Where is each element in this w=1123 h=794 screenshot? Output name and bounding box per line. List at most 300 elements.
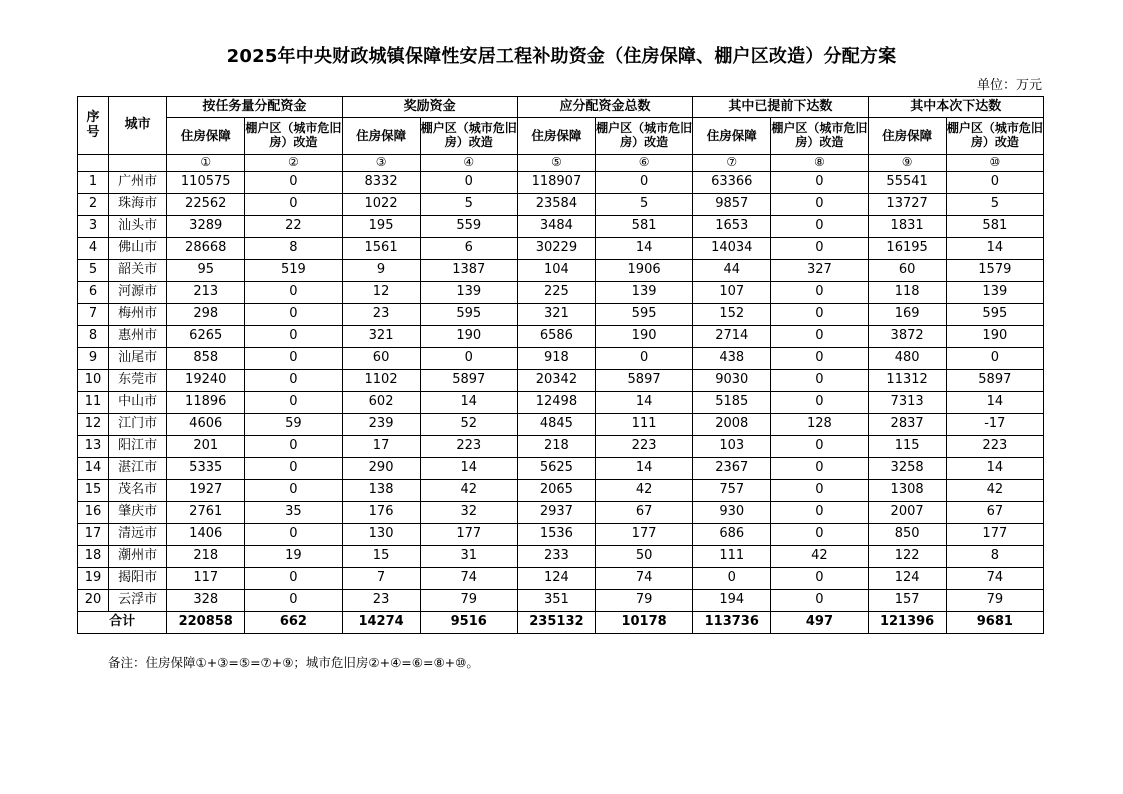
- table-row: [78, 458, 1044, 480]
- value-cell: 22: [245, 216, 342, 238]
- value-cell: 6586: [517, 326, 595, 348]
- row-number: 6: [78, 282, 109, 304]
- value-cell: 298: [167, 304, 245, 326]
- value-cell: 5: [595, 194, 692, 216]
- circled-index: ③: [342, 155, 420, 172]
- value-cell: 438: [693, 348, 771, 370]
- value-cell: 13727: [868, 194, 946, 216]
- value-cell: 139: [420, 282, 517, 304]
- value-cell: 194: [693, 590, 771, 612]
- table-row: [78, 524, 1044, 546]
- value-cell: 20342: [517, 370, 595, 392]
- table-body: [78, 172, 1044, 612]
- value-cell: 35: [245, 502, 342, 524]
- row-number: 11: [78, 392, 109, 414]
- value-cell: 0: [771, 436, 868, 458]
- city-name: 广州市: [109, 172, 167, 194]
- value-cell: 0: [245, 590, 342, 612]
- table-row: [78, 348, 1044, 370]
- value-cell: 67: [946, 502, 1043, 524]
- value-cell: 0: [245, 524, 342, 546]
- value-cell: 4845: [517, 414, 595, 436]
- value-cell: 50: [595, 546, 692, 568]
- value-cell: 2367: [693, 458, 771, 480]
- value-cell: 124: [868, 568, 946, 590]
- value-cell: 1561: [342, 238, 420, 260]
- value-cell: 930: [693, 502, 771, 524]
- value-cell: 2008: [693, 414, 771, 436]
- value-cell: 1579: [946, 260, 1043, 282]
- row-number: 12: [78, 414, 109, 436]
- value-cell: 118: [868, 282, 946, 304]
- total-cell: 121396: [868, 612, 946, 634]
- table-row: [78, 590, 1044, 612]
- header-sub-housing: 住房保障: [868, 118, 946, 155]
- value-cell: 0: [245, 304, 342, 326]
- total-cell: 113736: [693, 612, 771, 634]
- row-number: 9: [78, 348, 109, 370]
- value-cell: 225: [517, 282, 595, 304]
- city-name: 梅州市: [109, 304, 167, 326]
- value-cell: 111: [693, 546, 771, 568]
- table-row: [78, 282, 1044, 304]
- city-name: 韶关市: [109, 260, 167, 282]
- city-name: 清远市: [109, 524, 167, 546]
- table-row: [78, 370, 1044, 392]
- value-cell: 11312: [868, 370, 946, 392]
- value-cell: 918: [517, 348, 595, 370]
- value-cell: 8332: [342, 172, 420, 194]
- table-row: [78, 502, 1044, 524]
- header-seq: [78, 97, 109, 155]
- value-cell: 30229: [517, 238, 595, 260]
- table-row: [78, 304, 1044, 326]
- value-cell: 52: [420, 414, 517, 436]
- header-group-total-due: 应分配资金总数: [517, 97, 692, 118]
- empty-cell: [109, 155, 167, 172]
- value-cell: 139: [946, 282, 1043, 304]
- city-name: 珠海市: [109, 194, 167, 216]
- total-cell: 662: [245, 612, 342, 634]
- value-cell: 0: [771, 392, 868, 414]
- value-cell: 3258: [868, 458, 946, 480]
- value-cell: 177: [946, 524, 1043, 546]
- value-cell: 0: [946, 348, 1043, 370]
- header-group-task: 按任务量分配资金: [167, 97, 342, 118]
- value-cell: 1102: [342, 370, 420, 392]
- value-cell: 14: [420, 392, 517, 414]
- value-cell: 79: [946, 590, 1043, 612]
- city-name: 汕尾市: [109, 348, 167, 370]
- value-cell: 223: [595, 436, 692, 458]
- value-cell: 177: [420, 524, 517, 546]
- value-cell: 201: [167, 436, 245, 458]
- value-cell: 157: [868, 590, 946, 612]
- city-name: 茂名市: [109, 480, 167, 502]
- value-cell: 5: [420, 194, 517, 216]
- total-cell: 9516: [420, 612, 517, 634]
- value-cell: 480: [868, 348, 946, 370]
- value-cell: 0: [771, 194, 868, 216]
- header-sub-shanty: 棚户区（城市危旧房）改造: [771, 118, 868, 155]
- value-cell: 581: [946, 216, 1043, 238]
- table-row: [78, 260, 1044, 282]
- value-cell: 9030: [693, 370, 771, 392]
- value-cell: -17: [946, 414, 1043, 436]
- value-cell: 0: [245, 480, 342, 502]
- circled-index: ⑥: [595, 155, 692, 172]
- value-cell: 14: [946, 458, 1043, 480]
- value-cell: 0: [245, 568, 342, 590]
- circled-index: ①: [167, 155, 245, 172]
- row-number: 16: [78, 502, 109, 524]
- value-cell: 14: [595, 458, 692, 480]
- value-cell: 42: [946, 480, 1043, 502]
- row-number: 20: [78, 590, 109, 612]
- value-cell: 290: [342, 458, 420, 480]
- value-cell: 1927: [167, 480, 245, 502]
- allocation-table: [77, 96, 1044, 634]
- value-cell: 67: [595, 502, 692, 524]
- value-cell: 351: [517, 590, 595, 612]
- value-cell: 2937: [517, 502, 595, 524]
- value-cell: 17: [342, 436, 420, 458]
- value-cell: 177: [595, 524, 692, 546]
- value-cell: 16195: [868, 238, 946, 260]
- total-cell: 497: [771, 612, 868, 634]
- page-title: 2025年中央财政城镇保障性安居工程补助资金（住房保障、棚户区改造）分配方案: [226, 46, 897, 67]
- value-cell: 107: [693, 282, 771, 304]
- value-cell: 757: [693, 480, 771, 502]
- table-row: [78, 194, 1044, 216]
- value-cell: 5897: [595, 370, 692, 392]
- city-name: 揭阳市: [109, 568, 167, 590]
- value-cell: 103: [693, 436, 771, 458]
- value-cell: 581: [595, 216, 692, 238]
- value-cell: 327: [771, 260, 868, 282]
- value-cell: 2065: [517, 480, 595, 502]
- header-city: 城市: [109, 97, 167, 155]
- value-cell: 0: [245, 282, 342, 304]
- value-cell: 14034: [693, 238, 771, 260]
- value-cell: 138: [342, 480, 420, 502]
- value-cell: 7: [342, 568, 420, 590]
- value-cell: 14: [420, 458, 517, 480]
- header-group-current: 其中本次下达数: [868, 97, 1043, 118]
- row-number: 14: [78, 458, 109, 480]
- total-cell: 235132: [517, 612, 595, 634]
- value-cell: 0: [771, 590, 868, 612]
- value-cell: 22562: [167, 194, 245, 216]
- value-cell: 0: [771, 502, 868, 524]
- city-name: 汕头市: [109, 216, 167, 238]
- value-cell: 110575: [167, 172, 245, 194]
- row-number: 17: [78, 524, 109, 546]
- value-cell: 6: [420, 238, 517, 260]
- total-label: 合计: [78, 612, 167, 634]
- value-cell: 15: [342, 546, 420, 568]
- table-row: [78, 392, 1044, 414]
- total-cell: 10178: [595, 612, 692, 634]
- value-cell: 79: [595, 590, 692, 612]
- row-number: 2: [78, 194, 109, 216]
- row-number: 5: [78, 260, 109, 282]
- row-number: 15: [78, 480, 109, 502]
- value-cell: 1406: [167, 524, 245, 546]
- value-cell: 5625: [517, 458, 595, 480]
- header-sub-shanty: 棚户区（城市危旧房）改造: [946, 118, 1043, 155]
- value-cell: 130: [342, 524, 420, 546]
- value-cell: 0: [771, 216, 868, 238]
- value-cell: 0: [771, 524, 868, 546]
- value-cell: 74: [595, 568, 692, 590]
- value-cell: 8: [946, 546, 1043, 568]
- circled-index: ⑩: [946, 155, 1043, 172]
- table-row: [78, 568, 1044, 590]
- city-name: 河源市: [109, 282, 167, 304]
- value-cell: 2714: [693, 326, 771, 348]
- city-name: 潮州市: [109, 546, 167, 568]
- value-cell: 95: [167, 260, 245, 282]
- value-cell: 0: [771, 238, 868, 260]
- value-cell: 0: [245, 370, 342, 392]
- value-cell: 1308: [868, 480, 946, 502]
- value-cell: 19240: [167, 370, 245, 392]
- row-number: 4: [78, 238, 109, 260]
- footnote: 备注：住房保障①+③=⑤=⑦+⑨；城市危旧房②+④=⑥=⑧+⑩。: [108, 655, 479, 670]
- city-name: 肇庆市: [109, 502, 167, 524]
- value-cell: 1536: [517, 524, 595, 546]
- value-cell: 60: [342, 348, 420, 370]
- value-cell: 117: [167, 568, 245, 590]
- header-group-reward: 奖励资金: [342, 97, 517, 118]
- value-cell: 7313: [868, 392, 946, 414]
- value-cell: 559: [420, 216, 517, 238]
- row-number: 13: [78, 436, 109, 458]
- city-name: 阳江市: [109, 436, 167, 458]
- value-cell: 858: [167, 348, 245, 370]
- table-row: [78, 546, 1044, 568]
- value-cell: 218: [167, 546, 245, 568]
- total-cell: 14274: [342, 612, 420, 634]
- table-row: [78, 172, 1044, 194]
- value-cell: 115: [868, 436, 946, 458]
- value-cell: 0: [245, 436, 342, 458]
- city-name: 东莞市: [109, 370, 167, 392]
- city-name: 佛山市: [109, 238, 167, 260]
- value-cell: 5: [946, 194, 1043, 216]
- circled-index: ②: [245, 155, 342, 172]
- city-name: 中山市: [109, 392, 167, 414]
- total-cell: 220858: [167, 612, 245, 634]
- value-cell: 0: [245, 458, 342, 480]
- value-cell: 328: [167, 590, 245, 612]
- value-cell: 0: [245, 194, 342, 216]
- value-cell: 104: [517, 260, 595, 282]
- value-cell: 3289: [167, 216, 245, 238]
- value-cell: 5897: [946, 370, 1043, 392]
- row-number: 7: [78, 304, 109, 326]
- value-cell: 74: [946, 568, 1043, 590]
- value-cell: 3872: [868, 326, 946, 348]
- value-cell: 1022: [342, 194, 420, 216]
- value-cell: 122: [868, 546, 946, 568]
- value-cell: 0: [595, 172, 692, 194]
- value-cell: 0: [771, 348, 868, 370]
- value-cell: 0: [245, 326, 342, 348]
- value-cell: 12: [342, 282, 420, 304]
- value-cell: 3484: [517, 216, 595, 238]
- value-cell: 0: [245, 392, 342, 414]
- value-cell: 4606: [167, 414, 245, 436]
- value-cell: 0: [771, 370, 868, 392]
- circled-index-row: [78, 155, 1044, 172]
- value-cell: 14: [595, 238, 692, 260]
- value-cell: 139: [595, 282, 692, 304]
- value-cell: 850: [868, 524, 946, 546]
- value-cell: 42: [595, 480, 692, 502]
- value-cell: 152: [693, 304, 771, 326]
- value-cell: 0: [595, 348, 692, 370]
- value-cell: 5185: [693, 392, 771, 414]
- header-seq-label: 序号: [86, 109, 100, 140]
- value-cell: 42: [420, 480, 517, 502]
- header-sub-shanty: 棚户区（城市危旧房）改造: [245, 118, 342, 155]
- value-cell: 55541: [868, 172, 946, 194]
- value-cell: 169: [868, 304, 946, 326]
- value-cell: 59: [245, 414, 342, 436]
- value-cell: 595: [595, 304, 692, 326]
- value-cell: 190: [595, 326, 692, 348]
- value-cell: 0: [771, 326, 868, 348]
- row-number: 8: [78, 326, 109, 348]
- value-cell: 0: [771, 172, 868, 194]
- value-cell: 0: [420, 172, 517, 194]
- value-cell: 19: [245, 546, 342, 568]
- table-row: [78, 480, 1044, 502]
- value-cell: 223: [420, 436, 517, 458]
- value-cell: 14: [946, 238, 1043, 260]
- value-cell: 11896: [167, 392, 245, 414]
- header-sub-housing: 住房保障: [167, 118, 245, 155]
- value-cell: 239: [342, 414, 420, 436]
- value-cell: 28668: [167, 238, 245, 260]
- value-cell: 44: [693, 260, 771, 282]
- value-cell: 5335: [167, 458, 245, 480]
- value-cell: 9: [342, 260, 420, 282]
- row-number: 10: [78, 370, 109, 392]
- value-cell: 2761: [167, 502, 245, 524]
- value-cell: 42: [771, 546, 868, 568]
- empty-cell: [78, 155, 109, 172]
- header-sub-housing: 住房保障: [693, 118, 771, 155]
- value-cell: 595: [420, 304, 517, 326]
- circled-index: ⑦: [693, 155, 771, 172]
- row-number: 18: [78, 546, 109, 568]
- value-cell: 0: [771, 458, 868, 480]
- value-cell: 128: [771, 414, 868, 436]
- city-name: 江门市: [109, 414, 167, 436]
- table-row: [78, 436, 1044, 458]
- value-cell: 602: [342, 392, 420, 414]
- header-sub-housing: 住房保障: [342, 118, 420, 155]
- value-cell: 0: [245, 348, 342, 370]
- total-cell: 9681: [946, 612, 1043, 634]
- value-cell: 23: [342, 590, 420, 612]
- table-row: [78, 326, 1044, 348]
- value-cell: 6265: [167, 326, 245, 348]
- value-cell: 74: [420, 568, 517, 590]
- value-cell: 1387: [420, 260, 517, 282]
- value-cell: 14: [946, 392, 1043, 414]
- value-cell: 686: [693, 524, 771, 546]
- value-cell: 0: [245, 172, 342, 194]
- value-cell: 223: [946, 436, 1043, 458]
- header-sub-housing: 住房保障: [517, 118, 595, 155]
- city-name: 云浮市: [109, 590, 167, 612]
- value-cell: 0: [771, 304, 868, 326]
- value-cell: 0: [771, 568, 868, 590]
- table-row: [78, 238, 1044, 260]
- value-cell: 5897: [420, 370, 517, 392]
- value-cell: 233: [517, 546, 595, 568]
- value-cell: 176: [342, 502, 420, 524]
- circled-index: ⑨: [868, 155, 946, 172]
- value-cell: 14: [595, 392, 692, 414]
- value-cell: 213: [167, 282, 245, 304]
- value-cell: 31: [420, 546, 517, 568]
- value-cell: 1831: [868, 216, 946, 238]
- value-cell: 0: [946, 172, 1043, 194]
- value-cell: 519: [245, 260, 342, 282]
- row-number: 19: [78, 568, 109, 590]
- value-cell: 63366: [693, 172, 771, 194]
- city-name: 惠州市: [109, 326, 167, 348]
- value-cell: 595: [946, 304, 1043, 326]
- unit-label: 单位：万元: [976, 78, 1042, 93]
- row-number: 3: [78, 216, 109, 238]
- value-cell: 1906: [595, 260, 692, 282]
- header-sub-shanty: 棚户区（城市危旧房）改造: [595, 118, 692, 155]
- value-cell: 190: [420, 326, 517, 348]
- value-cell: 321: [342, 326, 420, 348]
- total-row: [78, 612, 1044, 634]
- value-cell: 0: [771, 480, 868, 502]
- row-number: 1: [78, 172, 109, 194]
- value-cell: 190: [946, 326, 1043, 348]
- value-cell: 195: [342, 216, 420, 238]
- table-row: [78, 414, 1044, 436]
- value-cell: 118907: [517, 172, 595, 194]
- value-cell: 32: [420, 502, 517, 524]
- value-cell: 111: [595, 414, 692, 436]
- value-cell: 0: [420, 348, 517, 370]
- value-cell: 79: [420, 590, 517, 612]
- value-cell: 321: [517, 304, 595, 326]
- value-cell: 218: [517, 436, 595, 458]
- value-cell: 1653: [693, 216, 771, 238]
- value-cell: 23: [342, 304, 420, 326]
- value-cell: 8: [245, 238, 342, 260]
- header-group-advanced: 其中已提前下达数: [693, 97, 868, 118]
- value-cell: 2007: [868, 502, 946, 524]
- circled-index: ⑤: [517, 155, 595, 172]
- table-row: [78, 216, 1044, 238]
- value-cell: 60: [868, 260, 946, 282]
- value-cell: 2837: [868, 414, 946, 436]
- value-cell: 9857: [693, 194, 771, 216]
- value-cell: 124: [517, 568, 595, 590]
